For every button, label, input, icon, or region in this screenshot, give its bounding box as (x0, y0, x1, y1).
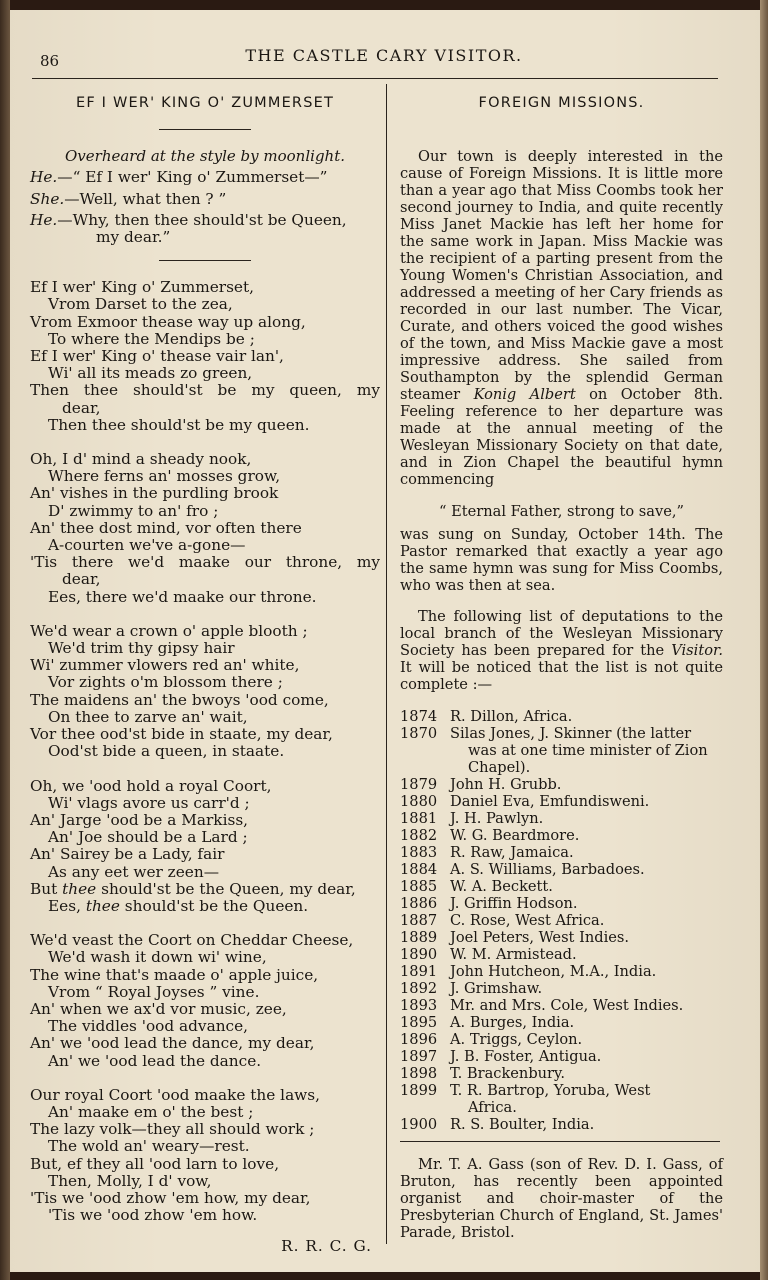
verse-line: The wold an' weary—rest. (48, 1137, 250, 1156)
poem-signature: R. R. C. G. (281, 1237, 372, 1256)
dialogue-continuation: my dear.” (96, 228, 171, 247)
stanza-6 (30, 1087, 380, 1225)
year: 1880 (400, 792, 438, 810)
verse-line: 'Tis we 'ood zhow 'em how, my dear, (30, 1188, 311, 1207)
year: 1889 (400, 928, 438, 946)
year: 1882 (400, 826, 438, 844)
verse-line: Vor zights o'm blossom there ; (48, 673, 283, 692)
verse-line: Ees, there we'd maake our throne. (48, 587, 317, 606)
verse-line: But, ef they all 'ood larn to love, (30, 1154, 280, 1173)
deputation: W. G. Beardmore. (450, 826, 580, 844)
verse-fragment: should'st be the Queen, my dear, (101, 879, 356, 898)
stanza-4 (30, 778, 380, 916)
year: 1870 (400, 724, 438, 742)
deputation: John H. Grubb. (450, 775, 562, 793)
verse-line: Vrom Darset to the zea, (48, 295, 233, 314)
verse-line (30, 881, 380, 898)
verse-line: Ef I wer' King o' thease vair lan', (30, 347, 284, 366)
stanza-2 (30, 451, 380, 606)
verse-fragment: Ees, (48, 896, 81, 915)
paragraph-text: The following list of deputations to the local branch of the Wesleyan Missionary Society has been prepared for the (400, 608, 723, 660)
deputation-line: Silas Jones, J. Skinner (the latter (450, 724, 692, 742)
verse-line: An' Jarge 'ood be a Markiss, (30, 810, 249, 829)
deputation-line: Chapel). (468, 758, 531, 776)
verse-line: dear, (62, 398, 101, 417)
paragraph-text: on October 8th. Feeling reference to her departure was made at the annual meeting of the Wesleyan Missionary Society on that date, and in Zion Chapel the beautiful hymn commencing (400, 386, 724, 488)
list-item (400, 1065, 723, 1082)
year: 1900 (400, 1115, 438, 1133)
verse-line: The wine that's maade o' apple juice, (30, 965, 319, 984)
column-divider (386, 84, 387, 1244)
year: 1885 (400, 877, 438, 895)
deputation: J. Grimshaw. (450, 979, 543, 997)
speaker: He. (30, 168, 58, 187)
verse-line: We'd wear a crown o' apple blooth ; (30, 621, 308, 640)
list-item (400, 997, 723, 1014)
speaker: She. (30, 189, 65, 208)
deputation: Daniel Eva, Emfundisweni. (450, 792, 650, 810)
verse-line: The lazy volk—they all should work ; (30, 1120, 315, 1139)
verse-line: The maidens an' the bwoys 'ood come, (30, 690, 329, 709)
verse-line: Vrom Exmoor thease way up along, (30, 312, 306, 331)
deputation: W. M. Armistead. (450, 945, 577, 963)
deputation: W. A. Beckett. (450, 877, 553, 895)
year: 1897 (400, 1047, 438, 1065)
list-item (400, 725, 723, 776)
year: 1887 (400, 911, 438, 929)
publication-name: Visitor. (671, 642, 724, 660)
section-rule (159, 260, 251, 261)
deputation: T. Brackenbury. (450, 1064, 565, 1082)
verse-line: On thee to zarve an' wait, (48, 707, 248, 726)
verse-line: Wi' zummer vlowers red an' white, (30, 656, 300, 675)
list-item (400, 1014, 723, 1031)
verse-line: Wi' all its meads zo green, (48, 364, 253, 383)
verse-line: We'd trim thy gipsy hair (48, 639, 235, 658)
paragraph (400, 608, 723, 693)
list-item (400, 844, 723, 861)
list-item (400, 793, 723, 810)
verse-line: Ood'st bide a queen, in staate. (48, 742, 285, 761)
verse-line: An' maake em o' the best ; (48, 1102, 254, 1121)
year: 1881 (400, 809, 438, 827)
deputation: Joel Peters, West Indies. (450, 928, 630, 946)
year: 1898 (400, 1064, 438, 1082)
paragraph: was sung on Sunday, October 14th. The Pastor remarked that exactly a year ago the same hymn was sung for Miss Coombs, who was then at sea. (400, 525, 723, 594)
verse-line: An' Joe should be a Lard ; (48, 828, 248, 847)
poem-title: EF I WER' KING O' ZUMMERSET (75, 95, 335, 111)
year: 1899 (400, 1081, 438, 1099)
deputation-list (400, 708, 723, 1133)
stanza-5 (30, 932, 380, 1070)
book-edge-left (0, 0, 10, 1280)
list-item (400, 827, 723, 844)
verse-line: Wi' vlags avore us carr'd ; (48, 793, 250, 812)
stanza-3 (30, 623, 380, 761)
verse-line: An' we 'ood lead the dance. (48, 1051, 262, 1070)
verse-fragment: should'st be the Queen. (124, 896, 309, 915)
page-number: 86 (40, 52, 60, 70)
list-item (400, 878, 723, 895)
year: 1892 (400, 979, 438, 997)
verse-line: 'Tis we 'ood zhow 'em how. (48, 1206, 258, 1225)
dialogue-line (30, 169, 380, 186)
verse-line: Vor thee ood'st bide in staate, my dear, (30, 725, 333, 744)
paragraph (400, 148, 723, 488)
dialogue-line (30, 191, 380, 208)
year: 1883 (400, 843, 438, 861)
deputation (450, 1082, 723, 1116)
deputation: J. H. Pawlyn. (450, 809, 544, 827)
verse-line: 'Tis there we'd maake our throne, my (30, 553, 380, 572)
poem-column (30, 88, 380, 1256)
year: 1886 (400, 894, 438, 912)
list-item (400, 1031, 723, 1048)
year: 1879 (400, 775, 438, 793)
year: 1891 (400, 962, 438, 980)
year: 1895 (400, 1013, 438, 1031)
year: 1884 (400, 860, 438, 878)
list-item (400, 895, 723, 912)
paragraph-text: It will be noticed that the list is not quite complete :— (400, 659, 723, 694)
verse-line: An' we 'ood lead the dance, my dear, (30, 1034, 315, 1053)
verse-line: The viddles 'ood advance, (48, 1017, 249, 1036)
deputation-line: Africa. (468, 1098, 517, 1116)
book-edge-right (760, 0, 768, 1280)
verse-line: An' when we ax'd vor music, zee, (30, 999, 287, 1018)
list-item (400, 912, 723, 929)
dialogue-line (30, 212, 380, 229)
year: 1890 (400, 945, 438, 963)
verse-line: Then thee should'st be my queen. (48, 415, 310, 434)
list-item (400, 1082, 723, 1116)
missions-title: FOREIGN MISSIONS. (478, 95, 645, 111)
list-item (400, 929, 723, 946)
paragraph: Mr. T. A. Gass (son of Rev. D. I. Gass, of Bruton, has recently been appointed organist and choir-master of the Presbyterian Church of England, St. James' Parade, Bristol. (400, 1155, 723, 1241)
list-item (400, 861, 723, 878)
deputation: A. Burges, India. (450, 1013, 575, 1031)
deputation: C. Rose, West Africa. (450, 911, 605, 929)
list-item (400, 776, 723, 793)
verse-line: To where the Mendips be ; (48, 329, 255, 348)
deputation-line: was at one time minister of Zion (468, 741, 708, 759)
list-item (400, 1048, 723, 1065)
verse-line: Then thee should'st be my queen, my (30, 381, 380, 400)
year: 1893 (400, 996, 438, 1014)
poem-subtitle: Overheard at the style by moonlight. (65, 147, 345, 166)
deputation: A. S. Williams, Barbadoes. (450, 860, 645, 878)
deputation: John Hutcheon, M.A., India. (450, 962, 657, 980)
deputation: J. Griffin Hodson. (450, 894, 578, 912)
list-item (400, 810, 723, 827)
verse-line: Our royal Coort 'ood maake the laws, (30, 1085, 320, 1104)
verse-line: Where ferns an' mosses grow, (48, 467, 281, 486)
verse-line: As any eet wer zeen— (48, 862, 219, 881)
verse-line: Vrom “ Royal Joyses ” vine. (48, 982, 260, 1001)
verse-fragment: But (30, 879, 58, 898)
deputation: R. S. Boulter, India. (450, 1115, 595, 1133)
verse-line: D' zwimmy to an' fro ; (48, 501, 219, 520)
deputation (450, 725, 723, 776)
list-item (400, 1116, 723, 1133)
verse-line: An' vishes in the purdling brook (30, 484, 279, 503)
deputation: R. Raw, Jamaica. (450, 843, 574, 861)
verse-line: A-courten we've a-gone— (48, 536, 246, 555)
stanza-1 (30, 279, 380, 434)
verse-line: Ef I wer' King o' Zummerset, (30, 278, 254, 297)
list-item (400, 963, 723, 980)
verse-line (30, 898, 380, 915)
deputation: A. Triggs, Ceylon. (450, 1030, 583, 1048)
year: 1896 (400, 1030, 438, 1048)
deputation: R. Dillon, Africa. (450, 707, 573, 725)
year: 1874 (400, 707, 438, 725)
title-rule (159, 129, 251, 130)
missions-column (400, 88, 723, 1255)
running-title: THE CASTLE CARY VISITOR. (245, 46, 523, 65)
deputation-line: T. R. Bartrop, Yoruba, West (450, 1081, 651, 1099)
verse-line: We'd veast the Coort on Cheddar Cheese, (30, 931, 354, 950)
dialogue-text: —“ Ef I wer' King o' Zummerset—” (57, 168, 328, 187)
hymn-quote: “ Eternal Father, strong to save,” (439, 502, 684, 520)
verse-emphasis: thee (62, 879, 97, 898)
verse-emphasis: thee (85, 896, 120, 915)
dialogue-text: —Why, then thee should'st be Queen, (57, 210, 347, 229)
deputation: J. B. Foster, Antigua. (450, 1047, 602, 1065)
verse-line: An' thee dost mind, vor often there (30, 518, 302, 537)
dialogue-text: —Well, what then ? ” (64, 189, 227, 208)
verse-line: We'd wash it down wi' wine, (48, 948, 267, 967)
paragraph-text: Our town is deeply interested in the cause of Foreign Missions. It is little more than a year ago that Miss Coombs took her second journey to India, and quite recently Miss Janet Mackie has left her home for the same work in Japan. Miss Mackie was the recipient of a parting present from the Young Women's Christian Association, and addressed a meeting of her Cary friends as recorded in our last number. The Vicar, Curate, and others voiced the good wishes of the town, and Miss Mackie gave a most impressive address. She sailed from Southampton by the splendid German steamer (400, 148, 723, 403)
ship-name: Konig Albert (473, 386, 576, 403)
verse-line: An' Sairey be a Lady, fair (30, 845, 225, 864)
verse-line: Then, Molly, I d' vow, (48, 1171, 212, 1190)
header-rule (32, 78, 718, 79)
speaker: He. (30, 210, 58, 229)
verse-line: Oh, we 'ood hold a royal Coort, (30, 776, 272, 795)
section-rule (400, 1141, 720, 1142)
deputation: Mr. and Mrs. Cole, West Indies. (450, 996, 684, 1014)
verse-line: dear, (62, 570, 101, 589)
list-item (400, 980, 723, 997)
list-item (400, 946, 723, 963)
verse-line: Oh, I d' mind a sheady nook, (30, 450, 252, 469)
list-item (400, 708, 723, 725)
